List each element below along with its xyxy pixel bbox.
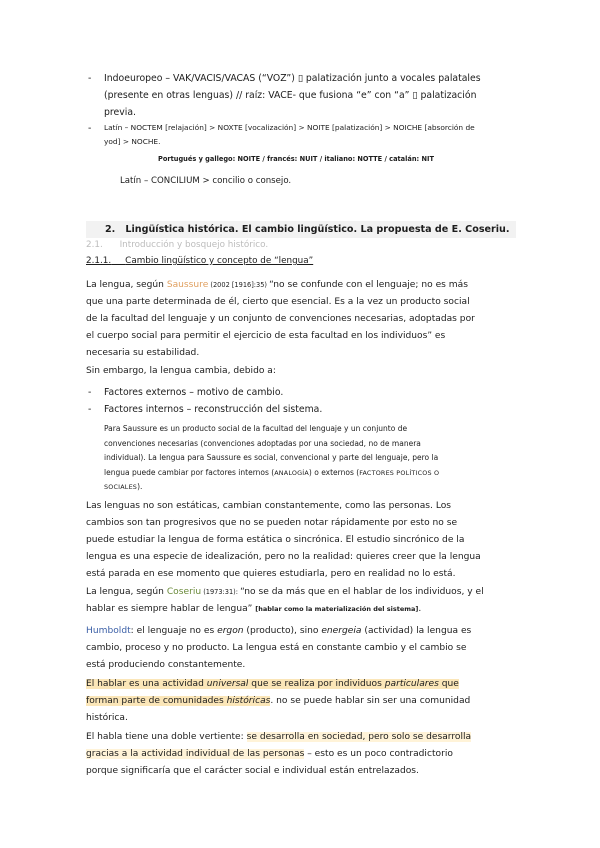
text-line: histórica.: [86, 713, 128, 723]
section-number: 2.: [105, 224, 116, 235]
paragraph-lenguas-no-estaticas: [86, 498, 516, 583]
highlight-run: El hablar es una actividad: [86, 679, 207, 689]
paragraph-sin-embargo: Sin embargo, la lengua cambia, debido a:: [86, 366, 276, 376]
small-caps-term: ANALOGÍA: [274, 468, 309, 477]
text-run: lengua puede cambiar por factores internos (: [104, 467, 275, 477]
text-line: cambio, proceso y no producto. La lengua está en constante cambio y el cambio se: [86, 643, 467, 653]
text-line: está parada en ese momento que quieres estudiarla, pero en realidad no lo está.: [86, 569, 456, 579]
author-coseriu: Coseriu: [166, 587, 202, 597]
subsubsection-number: 2.1.1.: [86, 256, 112, 266]
author-humboldt: Humboldt: [86, 626, 131, 636]
paragraph-humboldt: [86, 623, 516, 674]
text-run: “no se confunde con el lenguaje; no es más: [269, 280, 468, 290]
indented-note: [104, 422, 516, 495]
text-line: individual). La lengua para Saussure es social, convencional y parte del lenguaje, pero la: [104, 453, 439, 462]
factor-item: Factores internos – reconstrucción del sistema.: [104, 404, 323, 415]
paragraph-doble-vertiente: [86, 729, 516, 780]
bullet-line: previa.: [104, 107, 136, 118]
small-caps-term: FACTORES POLÍTICOS O: [359, 468, 440, 477]
text-line: convenciones necesarias (convenciones adoptadas por una sociedad, no de manera: [104, 438, 421, 448]
bullet-line: (presente en otras lenguas) // raíz: VACE- que fusiona “e” con “a” ▯ palatización: [104, 90, 477, 101]
text-line: está produciendo constantemente.: [86, 660, 246, 670]
text-line: porque significaría que el carácter social e individual están entrelazados.: [86, 766, 419, 776]
text-run: ) o externos (: [308, 467, 360, 477]
bullet-latin-noche: [104, 121, 516, 149]
text-run: (actividad) la lengua es: [361, 626, 472, 636]
paragraph-coseriu: [86, 584, 516, 618]
text-line: necesaria su estabilidad.: [86, 348, 200, 358]
text-run: (producto), sino: [243, 626, 322, 636]
term-universal: universal: [206, 679, 249, 689]
text-line: el cuerpo social para permitir el ejercicio de esta facultad en los individuos” es: [86, 331, 446, 341]
section-heading: [105, 224, 510, 235]
bullet-line: Latín – NOCTEM [relajación] > NOXTE [vocalización] > NOITE [palatización] > NOICHE [absorción de: [104, 123, 475, 132]
small-caps-term: SOCIALES: [104, 483, 138, 491]
term-ergon: ergon: [217, 626, 244, 636]
text-line: puede estudiar la lengua de forma estática o sincrónica. El estudio sincrónico de la: [86, 535, 465, 545]
section-title: Lingüística histórica. El cambio lingüístico. La propuesta de E. Coseriu.: [125, 224, 510, 235]
subsection-heading: [86, 240, 268, 250]
subsection-number: 2.1.: [86, 240, 103, 250]
paragraph-hablar-actividad: [86, 676, 516, 727]
bullet-line: Indoeuropeo – VAK/VACIS/VACAS (“VOZ”) ▯ palatización junto a vocales palatales: [104, 73, 481, 84]
text-run: .: [418, 604, 422, 614]
text-run: : el lenguaje no es: [130, 626, 218, 636]
text-run: . no se puede hablar sin ser una comunidad: [270, 696, 471, 706]
citation: (2002 [1916]:35): [208, 281, 270, 289]
highlight-run: gracias a la actividad individual de las personas: [86, 749, 305, 759]
bracket-note: [hablar como la materialización del sistema]: [255, 605, 419, 613]
highlight-run: se desarrolla en sociedad, pero solo se desarrolla: [246, 732, 472, 742]
factor-item: Factores externos – motivo de cambio.: [104, 387, 284, 398]
text-run: ).: [137, 482, 143, 491]
text-run: La lengua, según: [86, 587, 167, 597]
subsection-title: Introducción y bosquejo histórico.: [119, 240, 269, 250]
text-run: hablar es siempre hablar de lengua”: [86, 604, 256, 614]
citation: (1973:31):: [201, 588, 241, 596]
bullet-line: yod] > NOCHE.: [104, 137, 161, 146]
paragraph-saussure: [86, 277, 516, 362]
text-line: cambios son tan progresivos que no se pueden notar rápidamente por esto no se: [86, 518, 458, 528]
text-line: Para Saussure es un producto social de la facultad del lenguaje y un conjunto de: [104, 424, 408, 433]
bullet-marker: -: [88, 387, 92, 398]
latin-concilium-line: Latín – CONCILIUM > concilio o consejo.: [120, 176, 292, 186]
text-line: Las lenguas no son estáticas, cambian constantemente, como las personas. Los: [86, 501, 452, 511]
bullet-marker: -: [88, 404, 92, 415]
author-saussure: Saussure: [166, 280, 209, 290]
highlight-run: que: [438, 679, 459, 689]
text-line: de la facultad del lenguaje y un conjunto de convenciones necesarias, adoptadas por: [86, 314, 475, 324]
subsubsection-title: Cambio lingüístico y concepto de “lengua”: [125, 256, 314, 266]
text-run: – esto es un poco contradictorio: [304, 749, 453, 759]
text-run: La lengua, según: [86, 280, 167, 290]
term-energeia: energeia: [321, 626, 362, 636]
bullet-marker: -: [88, 73, 92, 84]
text-line: lengua es una especie de idealización, pero no la realidad: quieres creer que la lengua: [86, 552, 481, 562]
bullet-marker: -: [88, 123, 92, 134]
term-historicas: históricas: [226, 696, 271, 706]
highlight-run: forman parte de comunidades: [86, 696, 227, 706]
romance-forms-line: Portugués y gallego: NOITE / francés: NUIT / italiano: NOTTE / catalán: NIT: [158, 155, 434, 163]
text-line: que una parte determinada de él, cierto que esencial. Es a la vez un producto social: [86, 297, 470, 307]
text-run: “no se da más que en el hablar de los individuos, y el: [240, 587, 484, 597]
text-run: El habla tiene una doble vertiente:: [86, 732, 247, 742]
bullet-indoeuropeo: [104, 70, 516, 121]
highlight-run: que se realiza por individuos: [248, 679, 385, 689]
term-particulares: particulares: [384, 679, 439, 689]
subsubsection-heading: [86, 256, 313, 266]
